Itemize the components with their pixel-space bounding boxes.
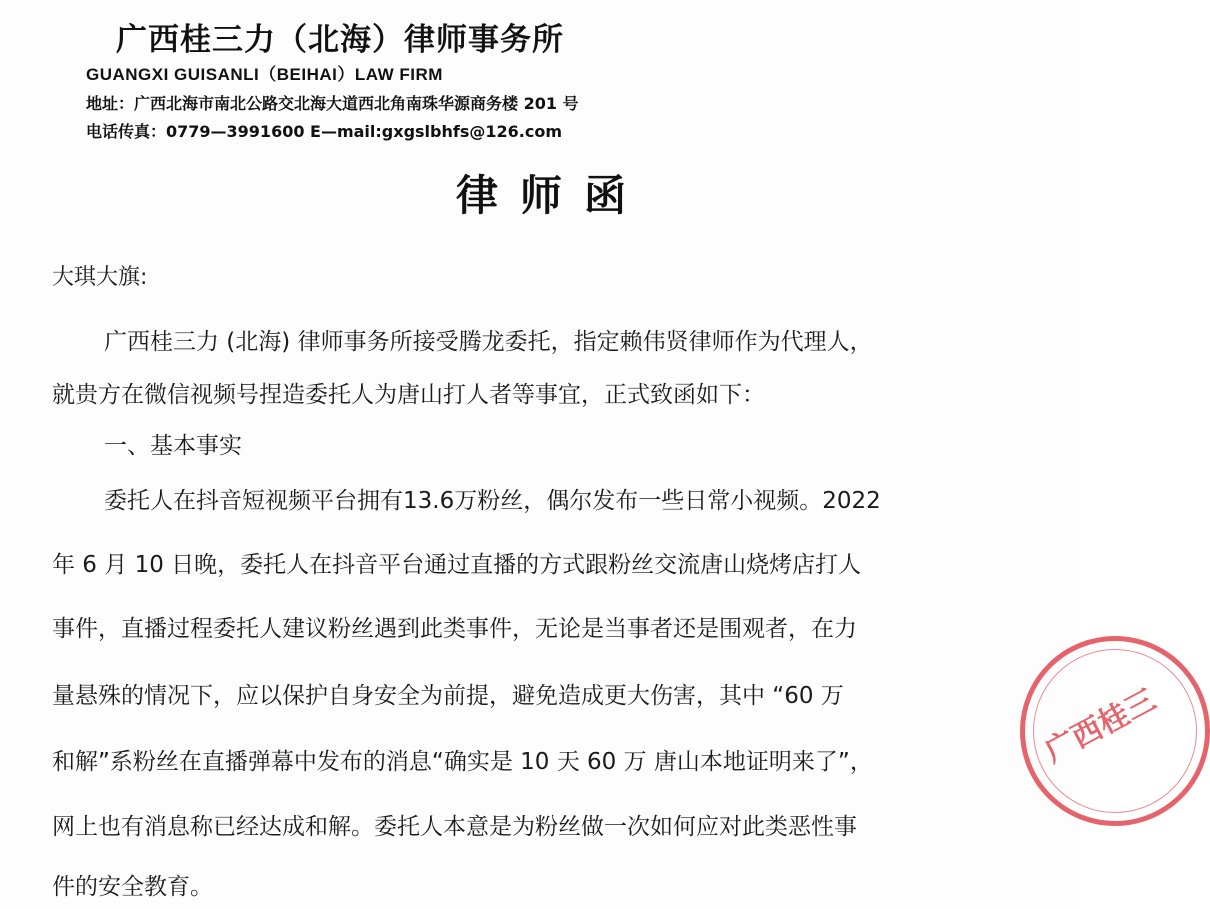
letter-title: 律师函 [455,171,648,220]
firm-address: 地址：广西北海市南北公路交北海大道西北角南珠华源商务楼 201 号 [86,94,579,113]
body-line-7: 和解”系粉丝在直播弹幕中发布的消息“确实是 10 天 60 万 唐山本地证明来了”， [52,749,873,775]
body-line-4: 年 6 月 10 日晚，委托人在抖音平台通过直播的方式跟粉丝交流唐山烧烤店打人 [52,552,862,578]
body-line-8: 网上也有消息称已经达成和解。委托人本意是为粉丝做一次如何应对此类恶性事 [52,814,857,840]
body-line-1: 广西桂三力 (北海) 律师事务所接受腾龙委托，指定赖伟贤律师作为代理人， [104,329,873,355]
body-line-6: 量悬殊的情况下，应以保护自身安全为前提，避免造成更大伤害，其中 “60 万 [52,683,844,709]
section-heading: 一、基本事实 [104,433,242,459]
seal-text: 广西桂三 [1039,682,1162,770]
firm-name-chinese: 广西桂三力（北海）律师事务所 [116,22,564,58]
official-seal [1020,636,1210,826]
body-line-2: 就贵方在微信视频号捏造委托人为唐山打人者等事宜，正式致函如下： [52,382,765,408]
firm-contact: 电话传真：0779—3991600 E—mail:gxgslbhfs@126.com [86,122,562,141]
salutation: 大琪大旗: [52,265,148,290]
body-line-9: 件的安全教育。 [52,874,213,900]
firm-name-english: GUANGXI GUISANLI（BEIHAI）LAW FIRM [86,65,443,84]
body-line-5: 事件，直播过程委托人建议粉丝遇到此类事件，无论是当事者还是围观者，在力 [52,616,857,642]
body-line-3: 委托人在抖音短视频平台拥有13.6万粉丝，偶尔发布一些日常小视频。2022 [104,488,881,514]
